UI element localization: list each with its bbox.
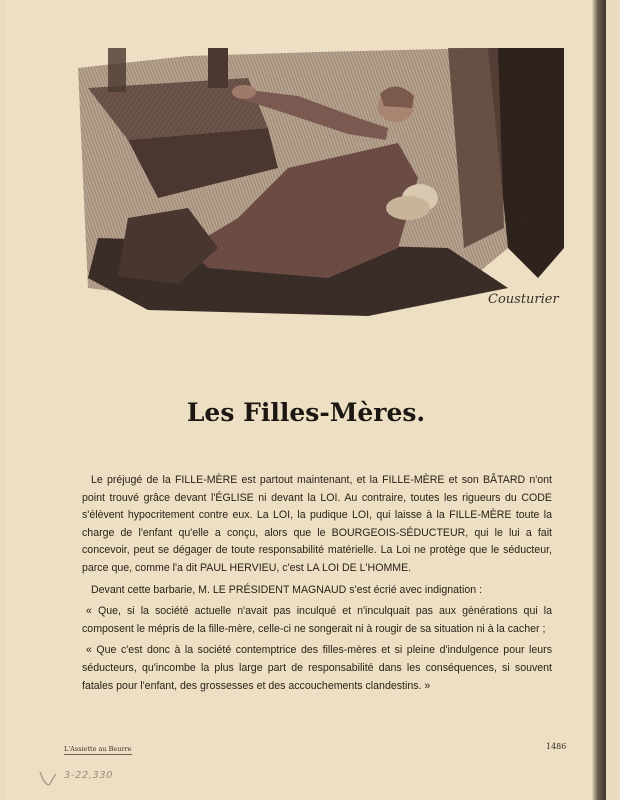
paragraph: Le préjugé de la FILLE-MÈRE est partout maintenant, et la FILLE-MÈRE et son BÂTARD n'ont point trouvé grâce devant l'ÉGLISE ni devant la LOI. Au contraire, toutes les rigueurs du CODE s'élèvent hypocritement contre eux. La LOI, la pudique LOI, qui laisse à la FILLE-MÈRE toute la charge de l'enfant qu'elle a conçu, alors que le BOURGEOIS-SÉDUCTEUR, qui le lui a fait concevoir, peut se dégager de toute responsabilité matérielle. La Loi ne protège que le séducteur, parce que, comme l'a dit PAUL HERVIEU, c'est LA LOI DE L'HOMME.: [82, 474, 552, 574]
page-title: Les Filles-Mères.: [186, 398, 426, 427]
artist-signature: Cousturier: [488, 292, 559, 307]
quote-paragraph: « Que c'est donc à la société contemptrice des filles-mères et si pleine d'indulgence pour leurs séducteurs, qu'incombe la plus large part de responsabilité dans les conséquences, si souvent fatales pour l'enfant, des grossesses et des accouchements clandestins. »: [82, 644, 552, 692]
lithograph-mother-with-infant-icon: [68, 48, 564, 320]
article-body: [82, 472, 552, 699]
paragraph: Devant cette barbarie, M. LE PRÉSIDENT MAGNAUD s'est écrié avec indignation :: [91, 583, 483, 596]
archive-pencil-note: 3-22,330: [64, 770, 113, 781]
page-number: 1486: [546, 742, 567, 751]
pencil-mark-icon: [36, 768, 60, 790]
magazine-page: [6, 0, 606, 800]
publication-name: L'Assiette au Beurre: [64, 745, 132, 753]
quote-paragraph: « Que, si la société actuelle n'avait pas inculqué et n'inculquait pas aux générations qui la composent le mépris de la fille-mère, celle-ci ne songerait ni à rougir de sa situation ni à la cacher ;: [82, 605, 552, 635]
page-edge: [592, 0, 606, 800]
